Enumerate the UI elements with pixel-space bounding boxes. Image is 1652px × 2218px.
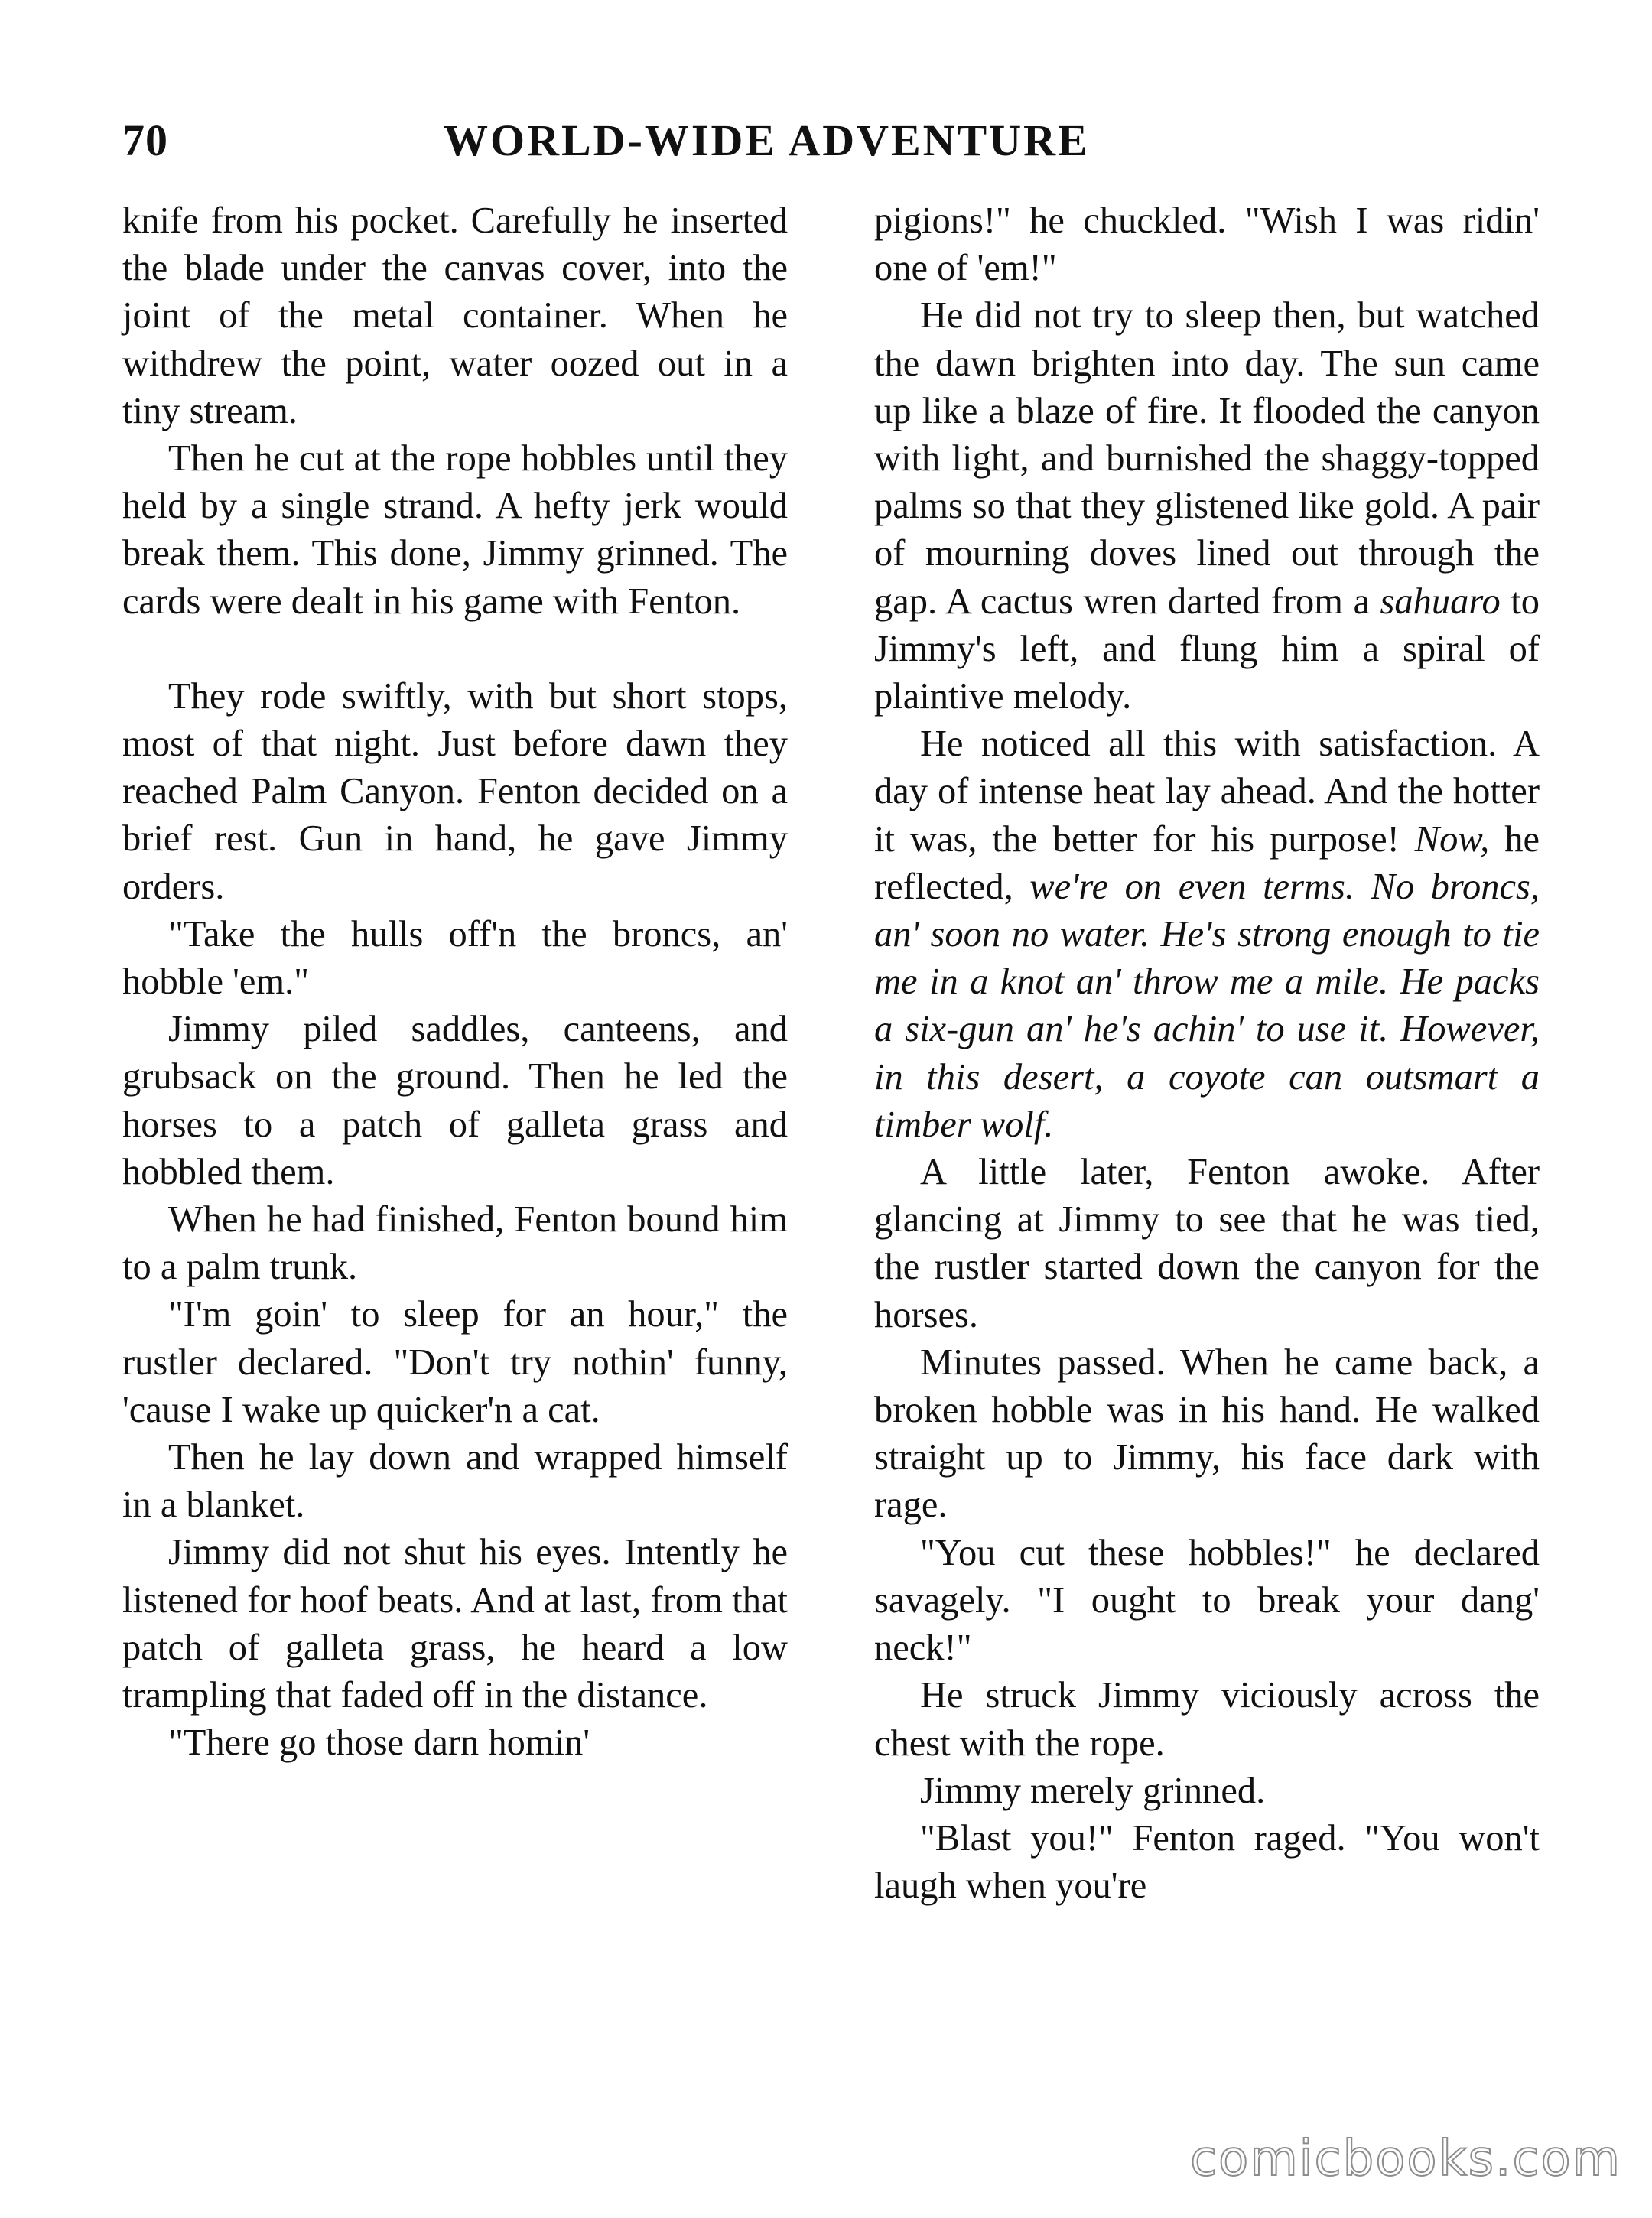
- paragraph: A little later, Fenton awoke. After glancing at Jimmy to see that he was tied, the rustler started down the canyon for the horses.: [874, 1152, 1540, 1335]
- paragraph: When he had finished, Fenton bound him to a palm trunk.: [122, 1199, 788, 1288]
- paragraph: Jimmy merely grinned.: [920, 1770, 1266, 1811]
- paragraph: They rode swiftly, with but short stops, most of that night. Just before dawn they reached Palm Canyon. Fenton decided on a brief rest. Gun in hand, he gave Jimmy orders.: [122, 675, 788, 907]
- running-title: WORLD-WIDE ADVENTURE: [444, 115, 1090, 165]
- left-column: [122, 197, 788, 1768]
- paragraph: "You cut these hobbles!" he declared savagely. "I ought to break your dang' neck!": [874, 1532, 1540, 1669]
- paragraph: "I'm goin' to sleep for an hour," the rustler declared. "Don't try nothin' funny, 'cause I wake up quicker'n a cat.: [122, 1294, 788, 1430]
- italic-thought: we're on even terms. No broncs, an' soon no water. He's strong enough to tie me in a knot an' throw me a mile. He packs a six-gun an' he's achin' to use it. However, in this desert, a coyote can outsmart a timber wolf.: [874, 866, 1540, 1145]
- paragraph: Jimmy piled saddles, canteens, and grubsack on the ground. Then he led the horses to a patch of galleta grass and hobbled them.: [122, 1009, 788, 1192]
- paragraph: "There go those darn homin': [168, 1722, 590, 1764]
- paragraph-text: to Jimmy's left, and flung him a spiral of plaintive melody.: [874, 581, 1540, 717]
- paragraph: Then he lay down and wrapped himself in a blanket.: [122, 1437, 788, 1526]
- paragraph: "Blast you!" Fenton raged. "You won't laugh when you're: [874, 1817, 1540, 1907]
- paragraph: knife from his pocket. Carefully he inserted the blade under the canvas cover, into the joint of the metal container. When he withdrew the point, water oozed out in a tiny stream.: [122, 200, 788, 431]
- watermark: comicbooks.com: [1189, 2131, 1621, 2187]
- paragraph: Jimmy did not shut his eyes. Intently he listened for hoof beats. And at last, from that patch of galleta grass, he heard a low trampling that faded off in the distance.: [122, 1532, 788, 1716]
- paragraph-text: He did not try to sleep then, but watched the dawn brighten into day. The sun came up like a blaze of fire. It flooded the canyon with light, and burnished the shaggy-topped palms so that they glistened like gold. A pair of mourning doves lined out through the gap. A cactus wren darted from a: [874, 295, 1540, 622]
- paragraph: Minutes passed. When he came back, a broken hobble was in his hand. He walked straight up to Jimmy, his face dark with rage.: [874, 1342, 1540, 1526]
- page-number: 70: [122, 115, 168, 165]
- paragraph: He struck Jimmy viciously across the chest with the rope.: [874, 1675, 1540, 1764]
- paragraph: Then he cut at the rope hobbles until they held by a single strand. A hefty jerk would break them. This done, Jimmy grinned. The cards were dealt in his game with Fenton.: [122, 438, 788, 622]
- paragraph-text: He noticed all this with satisfaction. A day of intense heat lay ahead. And the hotter it was, the better for his purpose!: [874, 724, 1540, 860]
- italic-thought: Now,: [1414, 818, 1490, 860]
- paragraph: [874, 720, 1540, 1149]
- page-header: [122, 115, 1530, 184]
- right-column: [874, 197, 1540, 1910]
- paragraph-text: he reflected,: [874, 818, 1540, 907]
- italic-word: sahuaro: [1380, 581, 1501, 622]
- paragraph: [874, 292, 1540, 720]
- paragraph: pigions!" he chuckled. "Wish I was ridin' one of 'em!": [874, 200, 1540, 289]
- paragraph: "Take the hulls off'n the broncs, an' hobble 'em.": [122, 913, 788, 1003]
